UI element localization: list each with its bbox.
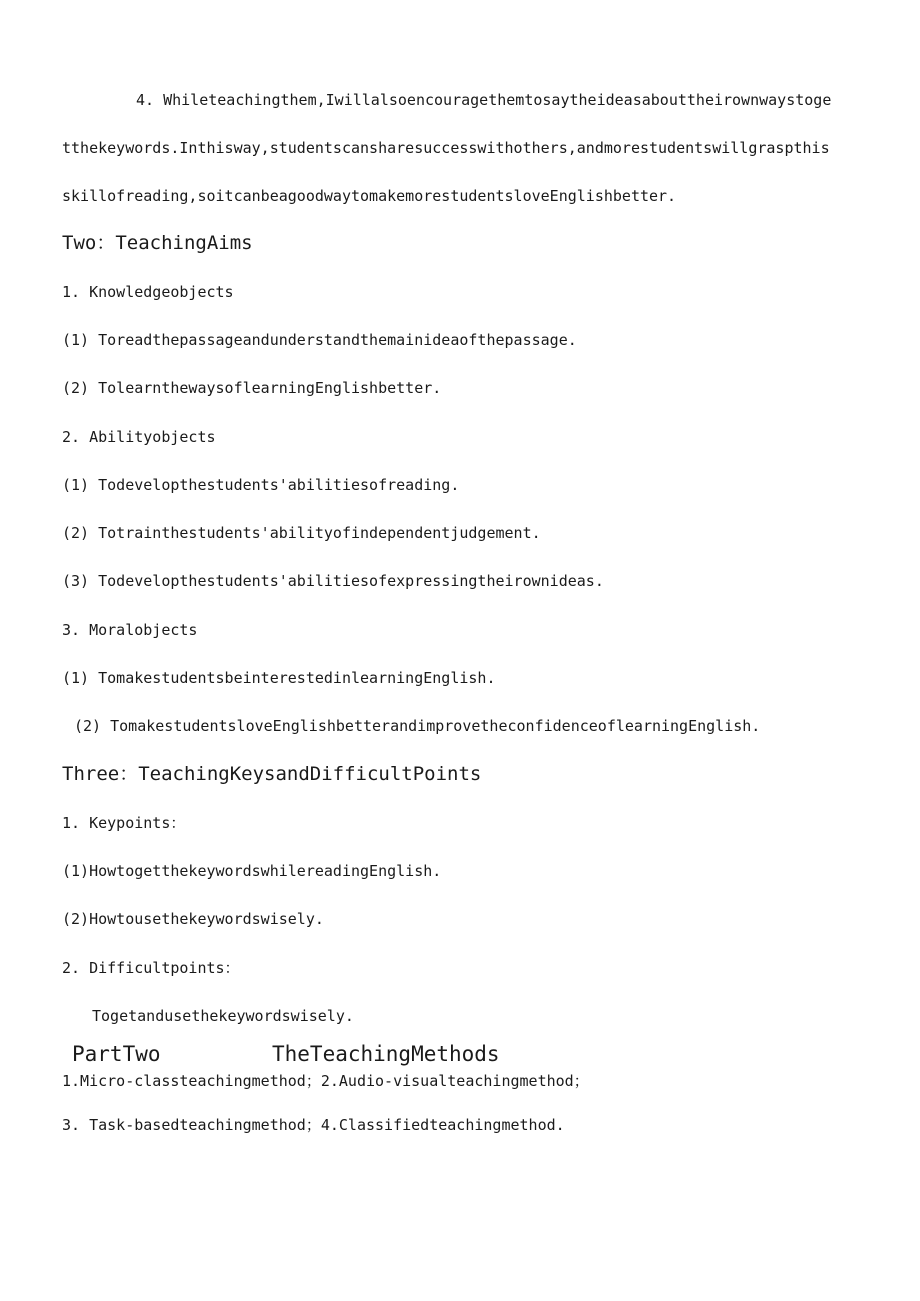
ability-item-2: (2) Totrainthestudents'abilityofindependentjudgement. — [62, 524, 541, 542]
ability-item-1: (1) Todevelopthestudents'abilitiesofreading. — [62, 476, 460, 494]
keypoints-title: 1. Keypoints： — [62, 814, 186, 832]
ability-objects-title: 2. Abilityobjects — [62, 428, 216, 446]
part-two-label: PartTwo — [72, 1042, 161, 1066]
knowledge-item-1: (1) Toreadthepassageandunderstandthemainideaofthepassage. — [62, 331, 577, 349]
knowledge-objects-title: 1. Knowledgeobjects — [62, 283, 234, 301]
knowledge-item-2: (2) TolearnthewaysoflearningEnglishbetter. — [62, 379, 442, 397]
difficult-points-title: 2. Difficultpoints： — [62, 959, 240, 977]
keypoint-item-2: (2)Howtousethekeywordswisely. — [62, 910, 324, 928]
moral-item-1: (1) TomakestudentsbeinterestedinlearningEnglish. — [62, 669, 496, 687]
ability-item-3: (3) Todevelopthestudents'abilitiesofexpressingtheirownideas. — [62, 572, 604, 590]
intro-line-1: 4. Whileteachingthem,Iwillalsoencouragethemtosaytheideasabouttheirownwaystoge — [136, 91, 832, 109]
section-heading-keys-difficult-points: Three：TeachingKeysandDifficultPoints — [62, 763, 482, 785]
moral-item-2: (2) TomakestudentsloveEnglishbetterandimprovetheconfidenceoflearningEnglish. — [74, 717, 761, 735]
intro-line-3: skillofreading,soitcanbeagoodwaytomakemorestudentsloveEnglishbetter. — [62, 187, 677, 205]
part-two-title: TheTeachingMethods — [272, 1042, 500, 1066]
intro-line-2: tthekeywords.Inthisway,studentscansharesuccesswithothers,andmorestudentswillgraspthis — [62, 139, 830, 157]
difficult-points-text: Togetandusethekeywordswisely. — [92, 1007, 354, 1025]
keypoint-item-1: (1)HowtogetthekeywordswhilereadingEnglish. — [62, 862, 442, 880]
section-heading-teaching-aims: Two：TeachingAims — [62, 232, 253, 254]
methods-line-2: 3. Task-basedteachingmethod；4.Classifiedteachingmethod. — [62, 1116, 565, 1134]
moral-objects-title: 3. Moralobjects — [62, 621, 198, 639]
methods-line-1: 1.Micro-classteachingmethod；2.Audio-visualteachingmethod； — [62, 1072, 589, 1090]
